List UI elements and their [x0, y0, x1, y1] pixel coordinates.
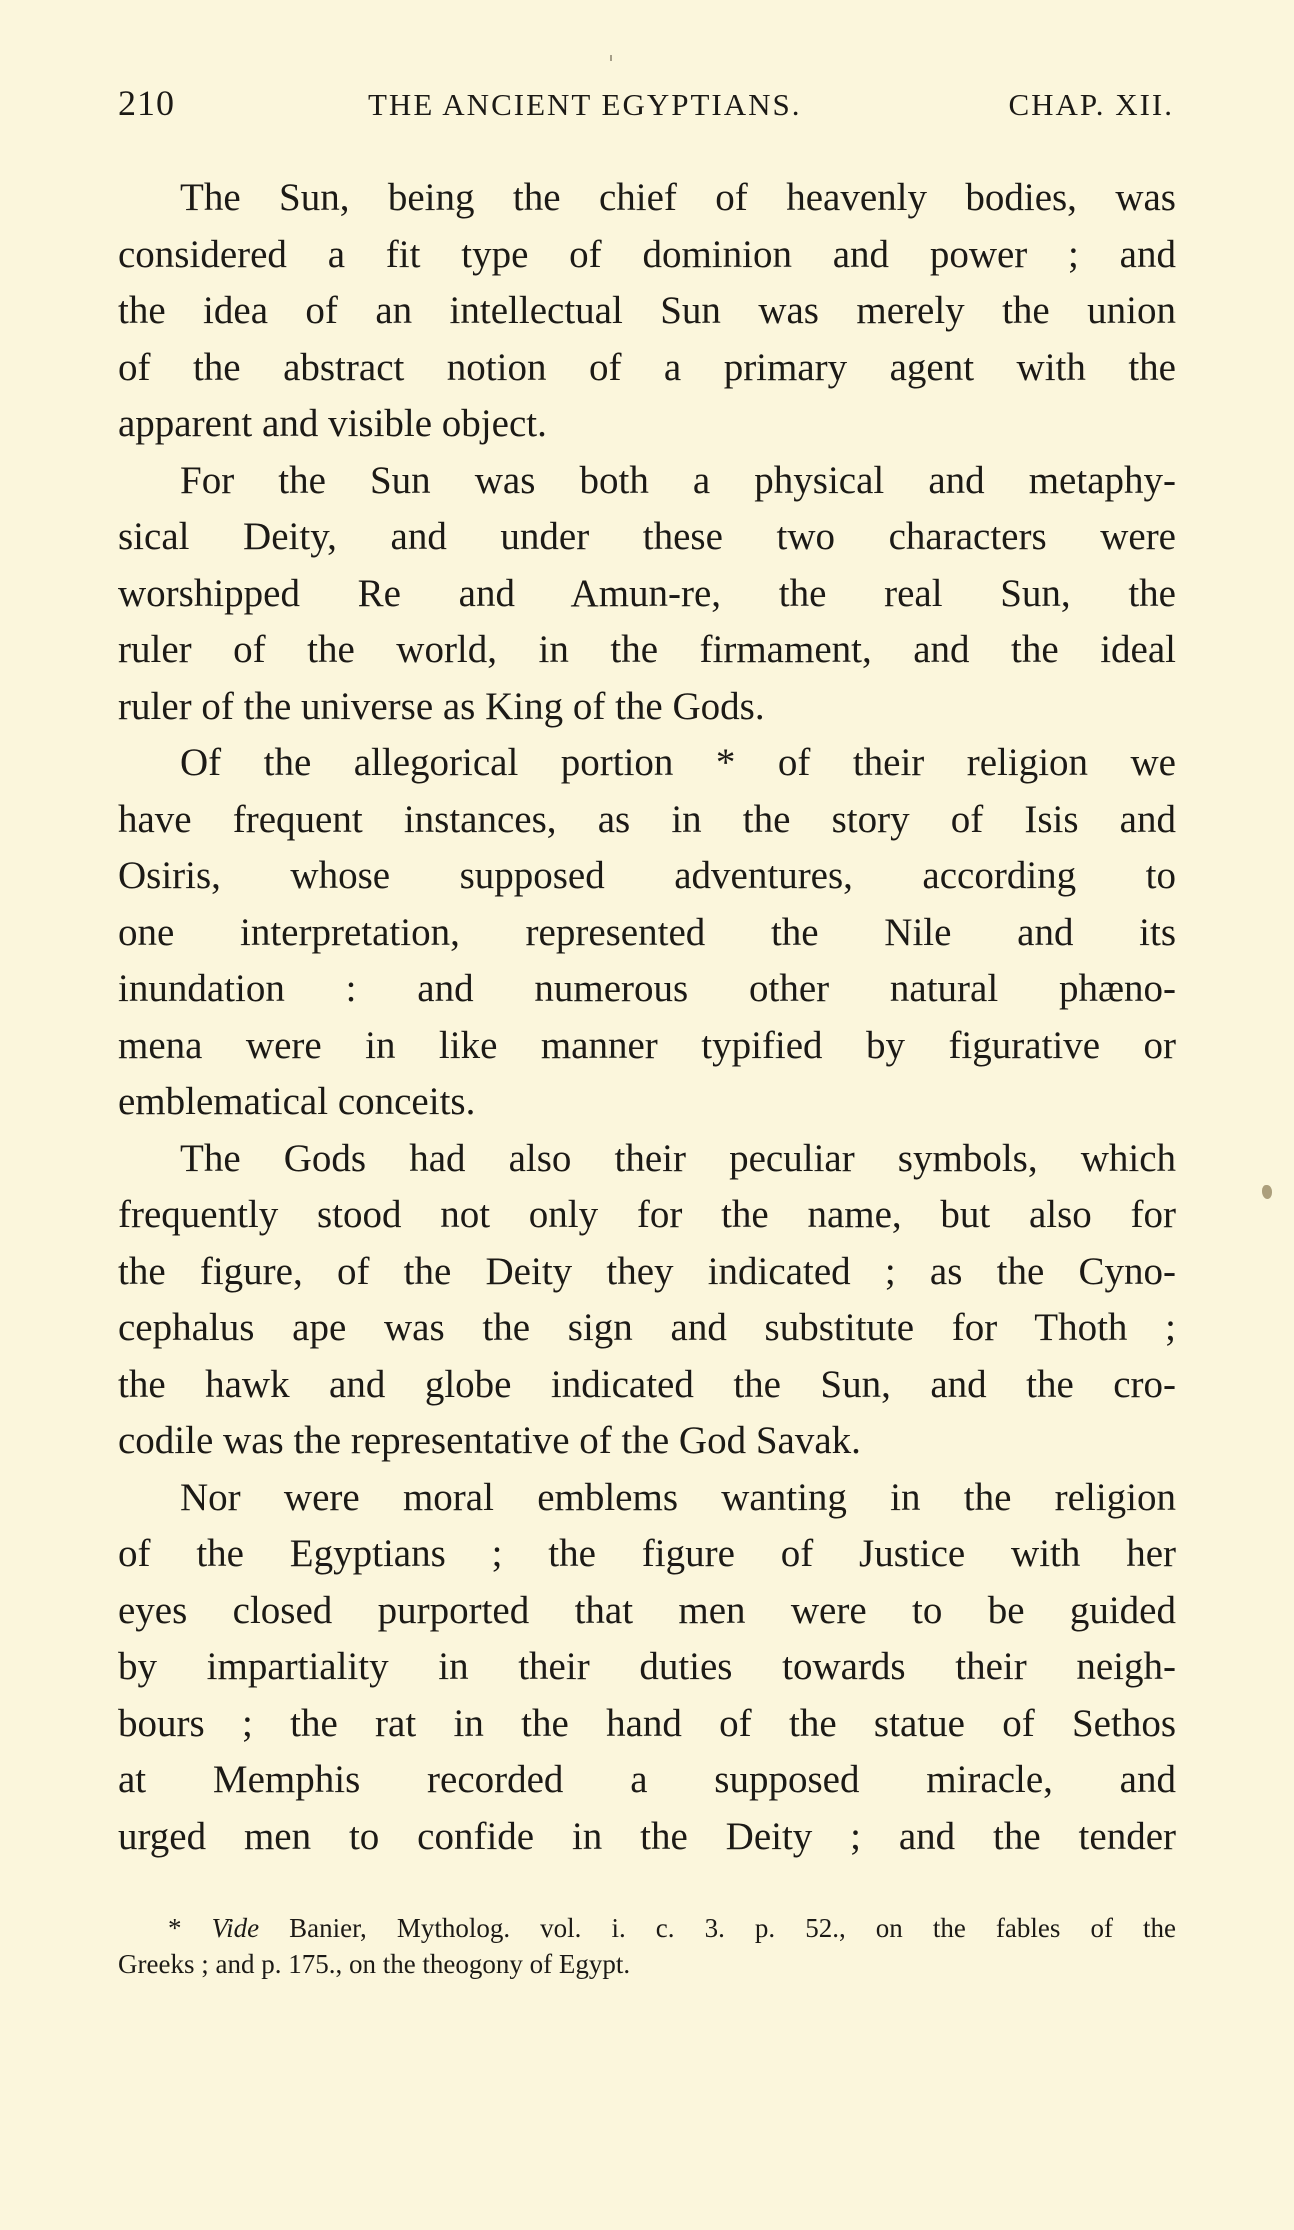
text-line: the idea of an intellectual Sun was merely the union — [118, 289, 1176, 332]
text-line: The Gods had also their peculiar symbols, which — [180, 1136, 1176, 1180]
text-line: frequently stood not only for the name, but also for — [118, 1193, 1176, 1236]
body-text — [118, 170, 1176, 1865]
footnote-line — [118, 1910, 1176, 1946]
print-mark — [610, 55, 612, 61]
text-line: eyes closed purported that men were to be guided — [118, 1588, 1176, 1632]
text-line: ruler of the universe as King of the Gods. — [118, 684, 765, 728]
text-line: considered a fit type of dominion and power ; and — [118, 232, 1176, 276]
text-line: sical Deity, and under these two characters were — [118, 515, 1176, 558]
page-number: 210 — [118, 83, 175, 123]
footnote-vide: Vide — [211, 1913, 260, 1943]
text-line: have frequent instances, as in the story of Isis and — [118, 797, 1176, 841]
text-line: urged men to confide in the Deity ; and the tender — [118, 1814, 1176, 1858]
text-line: worshipped Re and Amun-re, the real Sun, the — [118, 571, 1176, 615]
text-line: of the abstract notion of a primary agent with the — [118, 345, 1176, 389]
text-line: The Sun, being the chief of heavenly bodies, was — [180, 176, 1176, 219]
footnote-citation: Banier, Mytholog. vol. i. c. 3. p. 52., on the fables of the — [289, 1913, 1177, 1943]
footnote-marker: * — [168, 1913, 182, 1943]
text-line: cephalus ape was the sign and substitute for Thoth ; — [118, 1306, 1176, 1349]
text-line: bours ; the rat in the hand of the statue of Sethos — [118, 1701, 1176, 1745]
text-line: emblematical conceits. — [118, 1080, 476, 1123]
text-line: one interpretation, represented the Nile and its — [118, 910, 1176, 954]
text-line: mena were in like manner typified by figurative or — [118, 1023, 1176, 1067]
text-line: Nor were moral emblems wanting in the religion — [180, 1475, 1176, 1519]
ink-blot — [1262, 1185, 1272, 1199]
text-line: the figure, of the Deity they indicated ; as the Cyno- — [118, 1249, 1176, 1293]
footnote-line: Greeks ; and p. 175., on the theogony of Egypt. — [118, 1949, 631, 1979]
text-line: ruler of the world, in the firmament, and the ideal — [118, 628, 1176, 671]
text-line: at Memphis recorded a supposed miracle, and — [118, 1758, 1176, 1801]
text-line: the hawk and globe indicated the Sun, and the cro- — [118, 1362, 1176, 1406]
text-line: of the Egyptians ; the figure of Justice with her — [118, 1532, 1176, 1575]
running-title: THE ANCIENT EGYPTIANS. — [368, 87, 802, 122]
text-line: For the Sun was both a physical and metaphy- — [180, 458, 1176, 502]
text-line: Osiris, whose supposed adventures, according to — [118, 854, 1176, 897]
text-line: inundation : and numerous other natural phæno- — [118, 967, 1176, 1010]
text-line: codile was the representative of the God Savak. — [118, 1419, 861, 1462]
text-line: apparent and visible object. — [118, 402, 547, 445]
text-line: Of the allegorical portion * of their religion we — [180, 741, 1176, 784]
chapter-label: CHAP. XII. — [1008, 87, 1174, 122]
running-header — [118, 82, 1174, 132]
text-line: by impartiality in their duties towards their neigh- — [118, 1645, 1176, 1688]
footnote — [118, 1910, 1176, 1982]
